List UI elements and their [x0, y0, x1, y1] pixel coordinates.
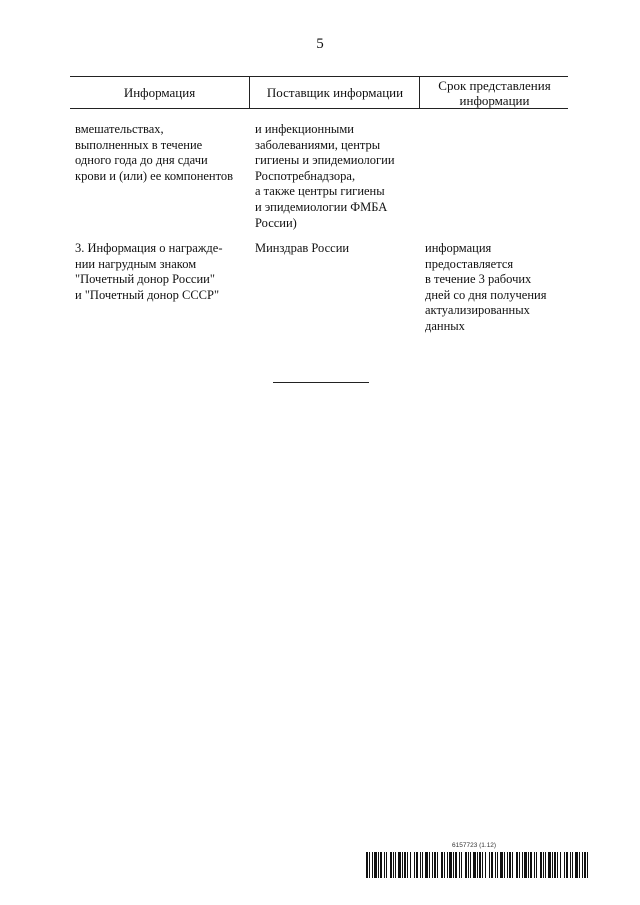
- end-of-text-divider: [273, 382, 369, 383]
- cell-information: 3. Информация о награжде- нии нагрудным знаком "Почетный донор России" и "Почетный донор СССР": [75, 241, 223, 302]
- table-header: [70, 76, 568, 109]
- cell-deadline: информация предоставляется в течение 3 рабочих дней со дня получения актуализированных данных: [425, 241, 547, 333]
- page-number: 5: [316, 36, 324, 52]
- barcode-icon: [366, 852, 590, 878]
- cell-provider: и инфекционными заболеваниями, центры гигиены и эпидемиологии Роспотребнадзора, а также центры гигиены и эпидемиологии ФМБА России): [255, 122, 395, 230]
- column-header-information: Информация: [123, 85, 196, 100]
- column-header-deadline: Срок представления информации: [419, 77, 569, 108]
- document-code: 6157723 (1.12): [452, 842, 497, 849]
- cell-provider: Минздрав России: [255, 241, 350, 255]
- cell-information: вмешательствах, выполненных в течение одного года до дня сдачи крови и (или) ее компонентов: [75, 122, 234, 183]
- column-header-provider: Поставщик информации: [249, 77, 420, 108]
